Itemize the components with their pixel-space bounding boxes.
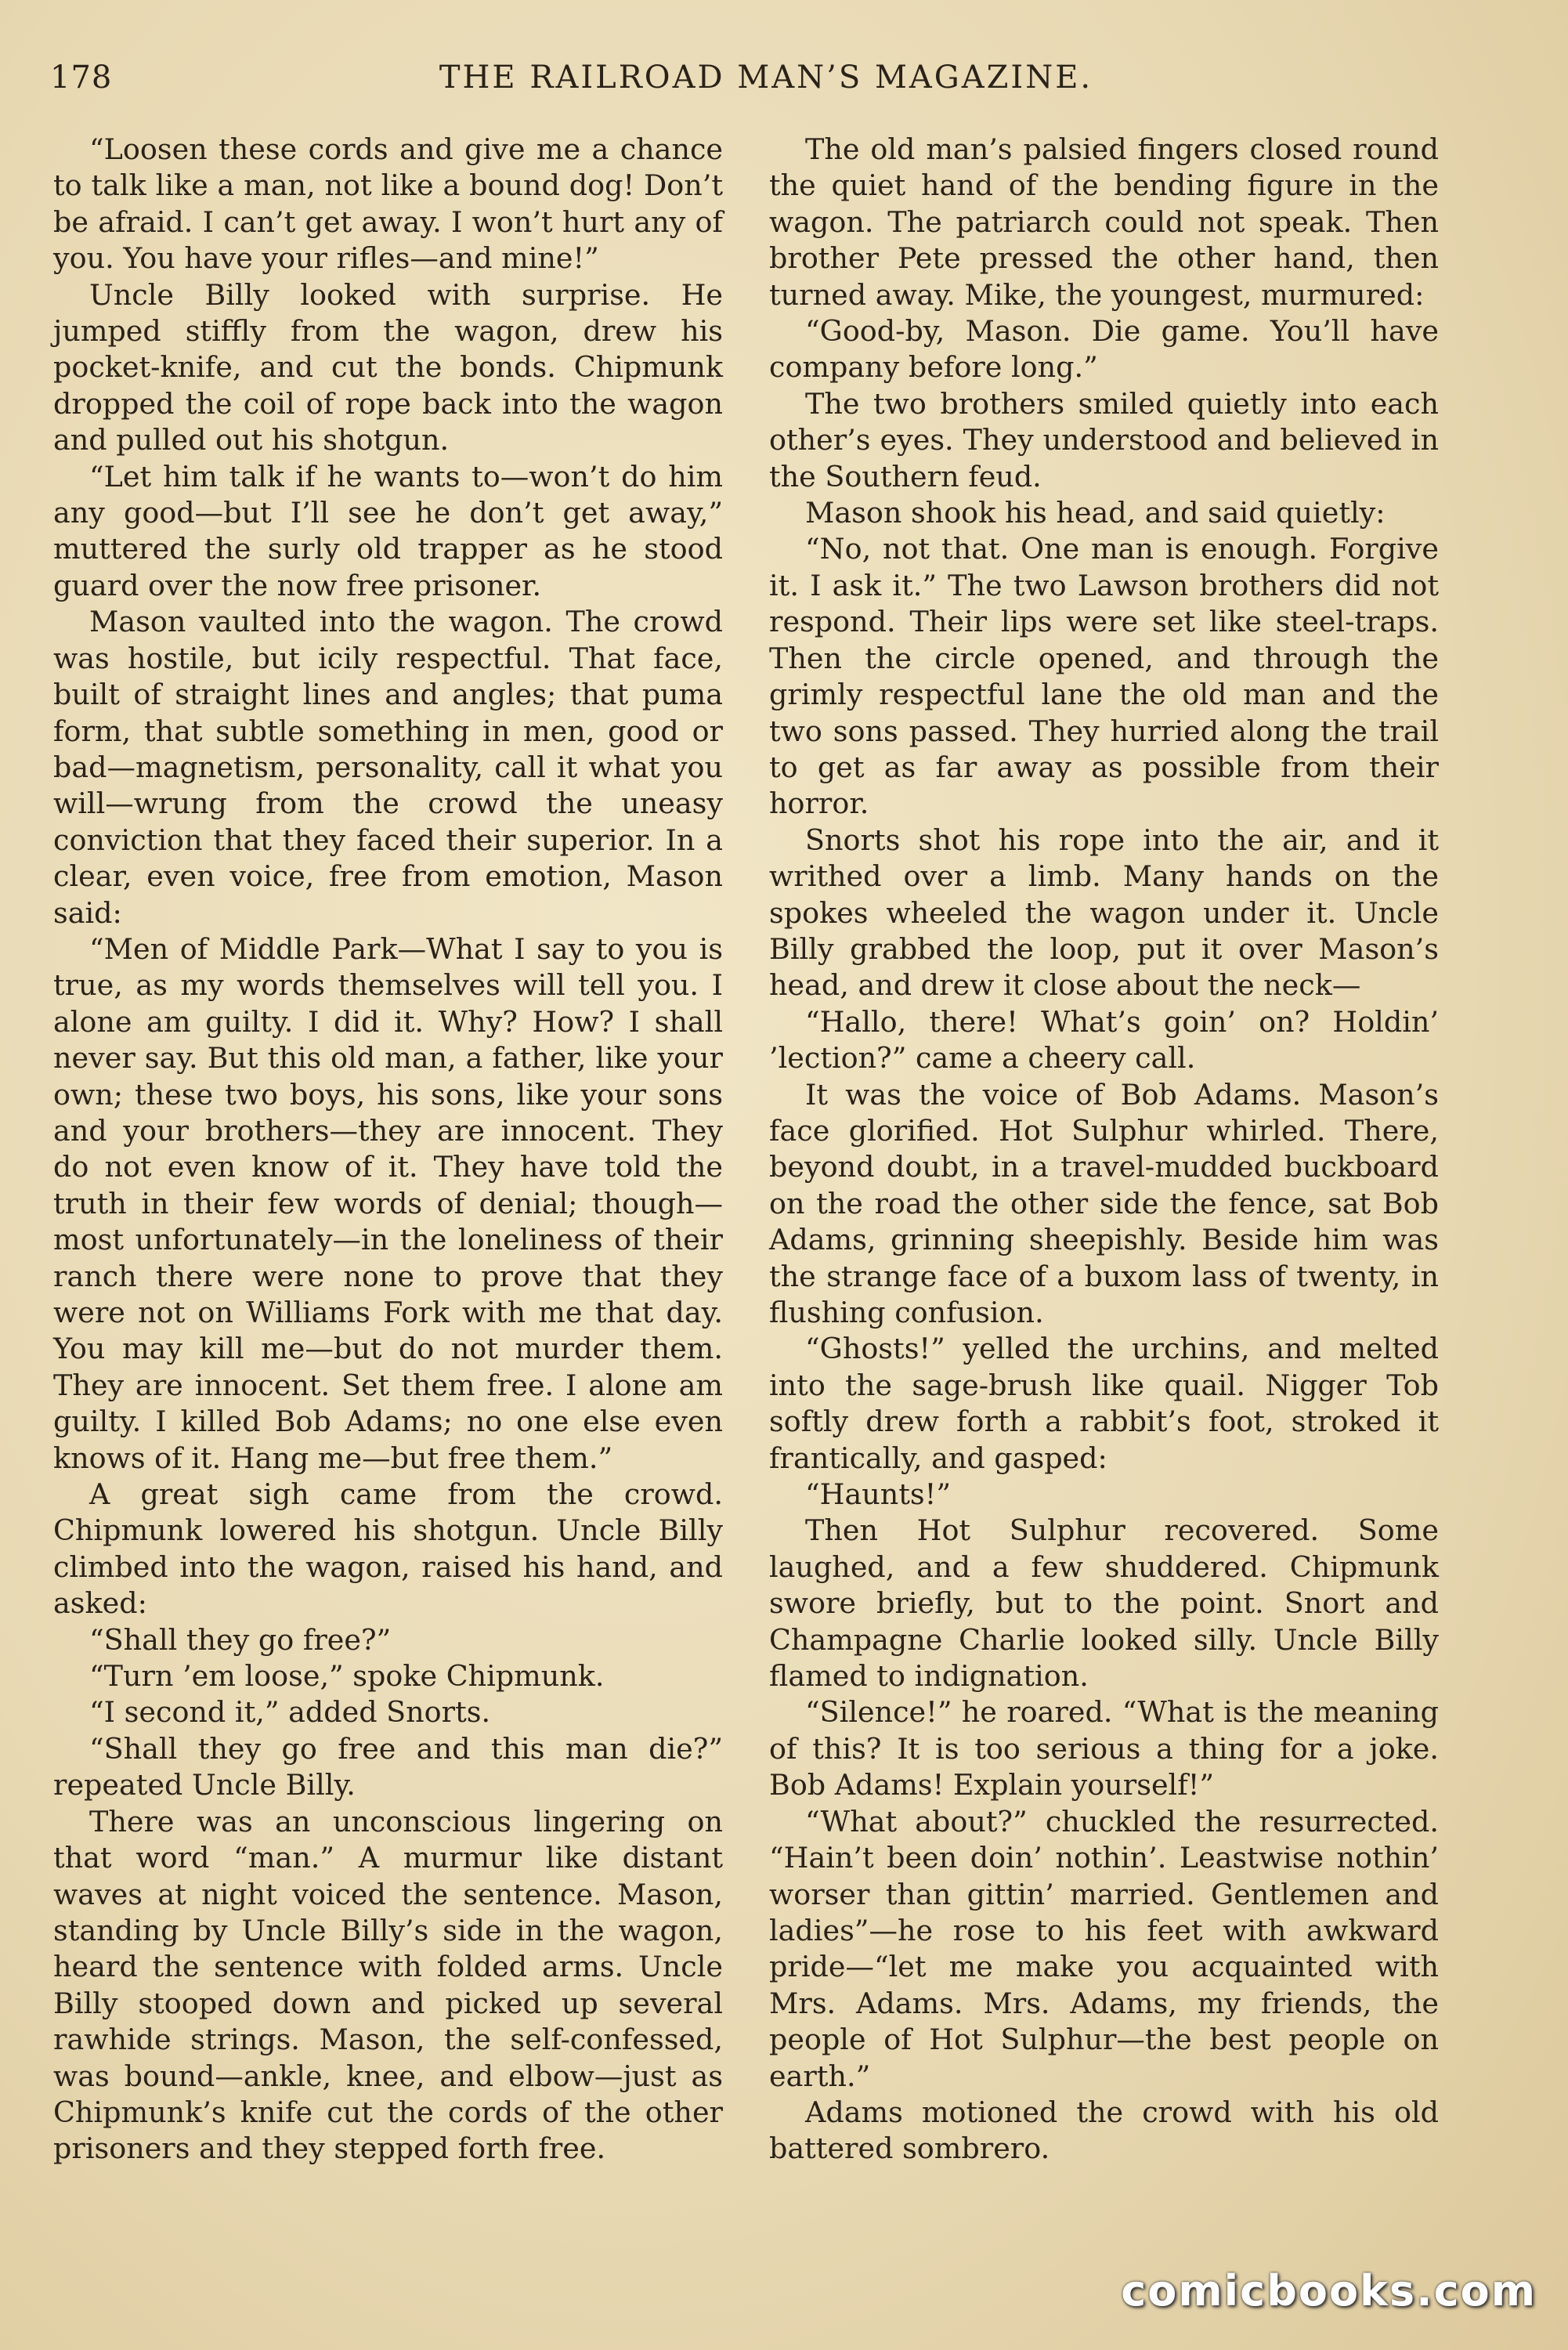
paragraph: “Let him talk if he wants to—won’t do him any good—but I’ll see he don’t get away,” muttered the surly old trapper as he stood guard over the now free prisoner. [53, 459, 723, 602]
paragraph: Mason vaulted into the wagon. The crowd was hostile, but icily respectful. That face, built of straight lines and angles; that puma form, that subtle something in men, good or bad—magnetism, personality, call it what you will—wrung from the crowd the uneasy conviction that they faced their superior. In a clear, even voice, free from emotion, Mason said: [53, 605, 723, 930]
paragraph: “Loosen these cords and give me a chance to talk like a man, not like a bound dog! Don’t be afraid. I can’t get away. I won’t hurt any of you. You have your rifles—and mine!” [53, 132, 723, 276]
paragraph: “Silence!” he roared. “What is the meaning of this? It is too serious a thing for a joke. Bob Adams! Explain yourself!” [769, 1695, 1439, 1802]
paragraph: “Men of Middle Park—What I say to you is true, as my words themselves will tell you. I alone am guilty. I did it. Why? How? I shall never say. But this old man, a father, like your own; these two boys, his sons, like your sons and your brothers—they are innocent. They do not even know of it. They have told the truth in their few words of denial; though—most unfortunately—in the loneliness of their ranch there were none to prove that they were not on Williams Fork with me that day. You may kill me—but do not murder them. They are innocent. Set them free. I alone am guilty. I killed Bob Adams; no one else even knows of it. Hang me—but free them.” [53, 931, 723, 1475]
paragraph: A great sigh came from the crowd. Chipmunk lowered his shotgun. Uncle Billy climbed into the wagon, raised his hand, and asked: [53, 1477, 723, 1621]
paragraph: Snorts shot his rope into the air, and it writhed over a limb. Many hands on the spokes wheeled the wagon under it. Uncle Billy grabbed the loop, put it over Mason’s head, and drew it close about the neck— [769, 822, 1439, 1003]
paragraph: “Haunts!” [805, 1477, 951, 1512]
paragraph: It was the voice of Bob Adams. Mason’s face glorified. Hot Sulphur whirled. There, beyond doubt, in a travel-mudded buckboard on the road the other side the fence, sat Bob Adams, grinning sheepishly. Beside him was the strange face of a buxom lass of twenty, in flushing confusion. [769, 1077, 1439, 1329]
paragraph: Adams motioned the crowd with his old battered sombrero. [769, 2095, 1439, 2166]
paragraph: “No, not that. One man is enough. Forgive it. I ask it.” The two Lawson brothers did not respond. Their lips were set like steel-traps. Then the circle opened, and through the grimly respectful lane the old man and the two sons passed. They hurried along the trail to get as far away as possible from their horror. [769, 532, 1439, 821]
paragraph: Uncle Billy looked with surprise. He jumped stiffly from the wagon, drew his pocket-knife, and cut the bonds. Chipmunk dropped the coil of rope back into the wagon and pulled out his shotgun. [53, 277, 723, 457]
page-header [50, 50, 1482, 105]
paragraph: “Good-by, Mason. Die game. You’ll have company before long.” [769, 314, 1439, 385]
watermark-logo: comicbooks.com [1121, 2266, 1537, 2316]
paragraph: Mason shook his head, and said quietly: [805, 496, 1386, 530]
paragraph: There was an unconscious lingering on that word “man.” A murmur like distant waves at night voiced the sentence. Mason, standing by Uncle Billy’s side in the wagon, heard the sentence with folded arms. Uncle Billy stooped down and picked up several rawhide strings. Mason, the self-confessed, was bound—ankle, knee, and elbow—just as Chipmunk’s knife cut the cords of the other prisoners and they stepped forth free. [53, 1804, 723, 2166]
running-title: THE RAILROAD MAN’S MAGAZINE. [439, 60, 1093, 96]
paragraph: “What about?” chuckled the resurrected. “Hain’t been doin’ nothin’. Leastwise nothin’ worser than gittin’ married. Gentlemen and ladies”—he rose to his feet with awkward pride—“let me make you acquainted with Mrs. Adams. Mrs. Adams, my friends, the people of Hot Sulphur—the best people on earth.” [769, 1804, 1439, 2093]
paragraph: Then Hot Sulphur recovered. Some laughed, and a few shuddered. Chipmunk swore briefly, but to the point. Snort and Champagne Charlie looked silly. Uncle Billy flamed to indignation. [769, 1513, 1439, 1694]
paragraph: “I second it,” added Snorts. [89, 1695, 491, 1730]
paragraph: “Hallo, there! What’s goin’ on? Holdin’ ’lection?” came a cheery call. [769, 1004, 1439, 1076]
paragraph: “Shall they go free and this man die?” repeated Uncle Billy. [53, 1731, 723, 1802]
paragraph: “Ghosts!” yelled the urchins, and melted into the sage-brush like quail. Nigger Tob softly drew forth a rabbit’s foot, stroked it frantically, and gasped: [769, 1332, 1439, 1475]
right-column [769, 132, 1439, 2167]
page-number: 178 [50, 60, 113, 96]
paragraph: “Shall they go free?” [89, 1622, 392, 1657]
paragraph: The old man’s palsied fingers closed round the quiet hand of the bending figure in the wagon. The patriarch could not speak. Then brother Pete pressed the other hand, then turned away. Mike, the youngest, murmured: [769, 132, 1439, 312]
paragraph: “Turn ’em loose,” spoke Chipmunk. [89, 1659, 605, 1694]
paragraph: The two brothers smiled quietly into each other’s eyes. They understood and believed in the Southern feud. [769, 386, 1439, 494]
left-column [53, 132, 723, 2167]
